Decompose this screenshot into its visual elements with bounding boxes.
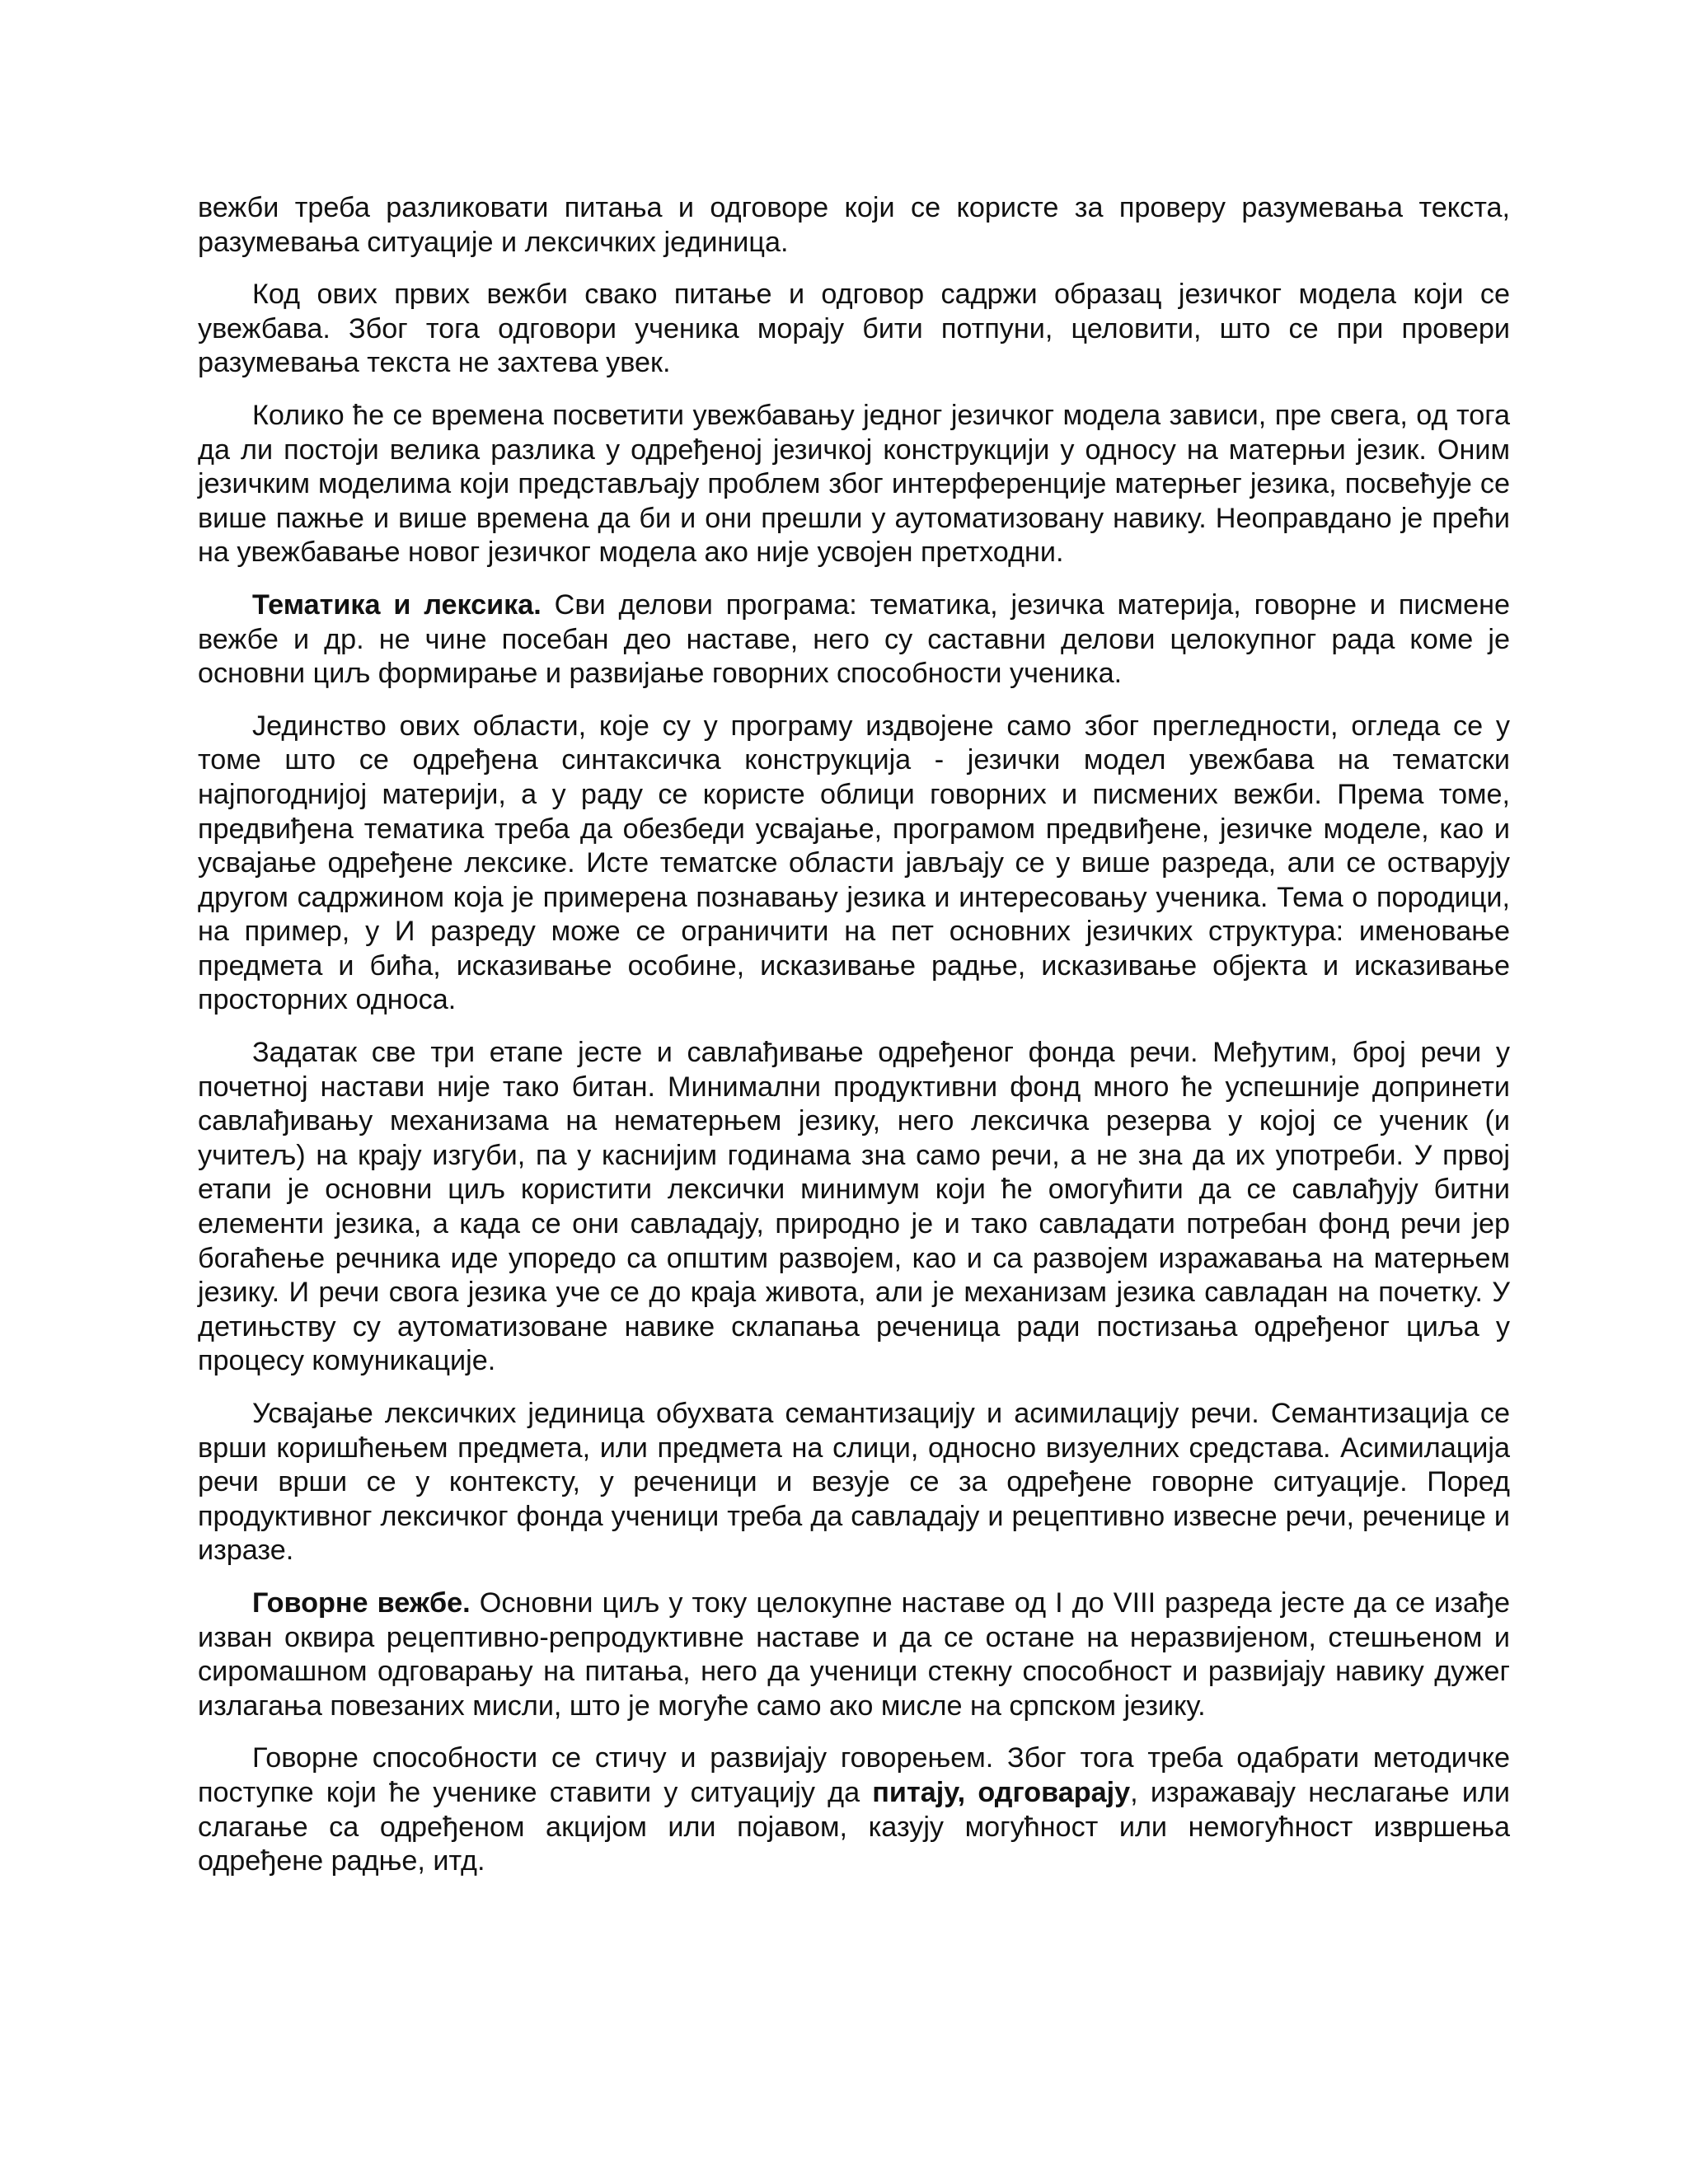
bold-phrase: питају, одговарају xyxy=(872,1776,1131,1808)
paragraph-text: Основни циљ у току целокупне наставе од I до VIII разреда јесте да се изађе изван оквира рецептивно-репродуктивне наставе и да се остане на неразвијеном, стешњеном и сиромашном одговарању на питања, него да ученици стекну способност и развијају навику дужег излагања повезаних мисли, што је могуће само ако мисле на српском језику. xyxy=(198,1586,1510,1722)
paragraph-5 xyxy=(198,710,1510,1018)
paragraph-text: Задатак све три етапе јесте и савлађивање одређеног фонда речи. Међутим, број речи у почетној настави није тако битан. Минимални продуктивни фонд много ће успешније допринети савлађивању механизама на нематерњем језику, него лексичка резерва у којој се ученик (и учитељ) на крају изгуби, па у каснијим годинама зна само речи, а не зна да их употреби. У првој етапи је основни циљ користити лексички минимум који ће омогућити да се савлађују битни елементи језика, а када се они савладају, природно је и тако савладати потребан фонд речи јер богаћење речника иде упоредо са општим развојем, као и са развојем изражавања на матерњем језику. И речи свога језика уче се до краја живота, али је механизам језика савладан на почетку. У детињству су аутоматизоване навике склапања реченица ради постизања одређеног циља у процесу комуникације. xyxy=(198,1037,1510,1377)
paragraph-text: Колико ће се времена посветити увежбавању једног језичког модела зависи, пре свега, од тога да ли постоји велика разлика у одређеној језичкој конструкцији у односу на матерњи језик. Оним језичким моделима који представљају проблем због интерференције матерњег језика, посвећује се више пажње и више времена да би и они прешли у аутоматизовану навику. Неоправдано је прећи на увежбавање новог језичког модела ако није усвојен претходни. xyxy=(198,399,1510,569)
paragraph-text: Усвајање лексичких јединица обухвата семантизацију и асимилацију речи. Семантизација се врши коришћењем предмета, или предмета на слици, односно визуелних средстава. Асимилација речи врши се у контексту, у реченици и везује се за одређене говорне ситуације. Поред продуктивног лексичког фонда ученици треба да савладају и рецептивно извесне речи, реченице и изразе. xyxy=(198,1398,1510,1567)
paragraph-text: Код ових првих вежби свако питање и одговор садржи образац језичког модела који се увежбава. Због тога одговори ученика морају бити потпуни, целовити, што се при провери разумевања текста не захтева увек. xyxy=(198,279,1510,379)
paragraph-2 xyxy=(198,278,1510,381)
paragraph-text: вежби треба разликовати питања и одговоре који се користе за проверу разумевања текста, разумевања ситуације и лексичких јединица. xyxy=(198,192,1510,258)
section-heading-govorne-vezbe: Говорне вежбе. xyxy=(252,1586,471,1619)
paragraph-9 xyxy=(198,1741,1510,1878)
document-page xyxy=(198,191,1510,1897)
paragraph-7 xyxy=(198,1397,1510,1568)
paragraph-3 xyxy=(198,399,1510,570)
paragraph-text: Јединство ових области, које су у програму издвојене само због прегледности, огледа се у томе што се одређена синтаксичка конструкција - језички модел увежбава на тематски најпогоднијој материји, а у раду се користе облици говорних и писмених вежби. Према томе, предвиђена тематика треба да обезбеди усвајање, програмом предвиђене, језичке моделе, као и усвајање одређене лексике. Исте тематске области јављају се у више разреда, али се остварују другом садржином која је примерена познавању језика и интересовању ученика. Тема о породици, на пример, у И разреду може се ограничити на пет основних језичких структура: именовање предмета и бића, исказивање особине, исказивање радње, исказивање објекта и исказивање просторних односа. xyxy=(198,710,1510,1016)
paragraph-text: Говорне способности се стичу и развијају говорењем. Због тога треба одабрати методичке поступке који ће ученике ставити у ситуацију да xyxy=(198,1742,1510,1808)
paragraph-1 xyxy=(198,191,1510,260)
paragraph-8 xyxy=(198,1586,1510,1723)
paragraph-text-after: , изражавају неслагање или слагање са одређеном акцијом или појавом, казују могућност или немогућност извршења одређене радње, итд. xyxy=(198,1776,1510,1877)
paragraph-6 xyxy=(198,1036,1510,1379)
paragraph-text: Сви делови програма: тематика, језичка материја, говорне и писмене вежбе и др. не чине посебан део наставе, него су саставни делови целокупног рада коме је основни циљ формирање и развијање говорних способности ученика. xyxy=(198,588,1510,690)
paragraph-4 xyxy=(198,588,1510,691)
section-heading-tematika: Тематика и лексика. xyxy=(252,588,542,621)
